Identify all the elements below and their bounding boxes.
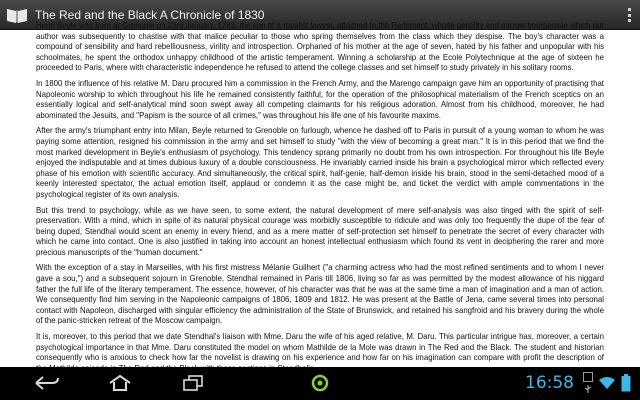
- book-page[interactable]: [0, 21, 640, 367]
- system-navigation-bar: [0, 367, 640, 400]
- paragraph: It is, moreover, to this period that we date Stendhal's liaison with Mme. Daru the wife of his aged relative, M. Daru. This particular intrigue has, moreover, a certain psychological importance in that Mme. Daru constituted the model on whom Mathilde de la Mole was drawn in The Red and the Black. The student and historian consequently who is anxious to check how far the novelist is drawing on his experience and how far on his imagination can compare with profit the description of: [36, 332, 604, 363]
- overflow-menu-icon[interactable]: [626, 8, 632, 22]
- reader-notification-icon[interactable]: [308, 372, 332, 394]
- status-clock: 16:58: [525, 373, 574, 393]
- book-icon: [6, 6, 28, 24]
- paragraph: Henri Beyle was born at Grenoble on 23rd January, 1783, the son of a royalist lawyer, attached to the Parlement, whose gentility and narrow bourgeoisie which our author was subsequently to chastise with that malice peculiar to those who spring themselves from the class which they despise. The boy's character was a compound of sensibility and hard rebelliousness, virility and introspection. Orphaned of his mother at the age of seven, hated by his father and unpopular with his schoolmates, he spent the orthodox unhappy childhood of the artistic temperament. Winning a scholarship at the Ecole Polytechnique at the age of sixteen he proceeded to Paris, where with characteristic independence he refused to attend the college classes and set himself to study privately in his solitary rooms.: [36, 21, 604, 73]
- back-icon[interactable]: [30, 372, 64, 394]
- paragraph: But this trend to psychology, while as we have seen, to some extent, the natural development of mere self-analysis was also tinged with the spirit of self-preservation. With a mind, which in spite of its natural physical courage was morbidly susceptible to ridicule and was only too frequently the dupe of the fear of being duped, Stendhal would scent an enemy in every friend, and as a mere matter of self-protection set himself to penetrate the secret of every character with which he came into contact. One is also justified in taking into account an honest intellectual enthusiasm which found its vent in deciphering the rarer and more precious manuscripts of the "human document.": [36, 205, 604, 257]
- home-icon[interactable]: [103, 372, 137, 394]
- paragraph: In 1800 the influence of his relative M. Daru procured him a commission in the French Army, and the Marengo campaign gave him an opportunity of practising that Napoleonic worship to which throughout his life he remained consistently faithful, for the operation of the philosophical materialism of the French sceptics on an essentially logical and self-analytical mind soon swept away all competing claimants for his religious adoration. Almost from his childhood, moreover, he had abominated the Jesuits, and "Papism is the source of all crimes," was throughout his life one of his favourite maxims.: [36, 78, 604, 120]
- screenshot-icon: [582, 371, 594, 383]
- window-title: The Red and the Black A Chronicle of 1830: [35, 7, 265, 22]
- paragraph: After the army's triumphant entry into Milan, Beyle returned to Grenoble on furlough, whence he dashed off to Paris in pursuit of a young woman to whom he was paying some attention, resigned his commission in the army and set himself to study "with the view of becoming a great man." It is in this period that we find the most marked development in Beyle's enthusiasm of psychology. This tendency sprang primarily no doubt from his own introspection. For throughout his life Beyle enjoyed the indisputable and at times dubious luxury of a double consciousness. He invariably carried inside his brain a psychological mirror which reflected every phase of his emotion with scientific accuracy. And simultaneously, the critical spirit, half-genie, half-demon inside his brain, stood in the semi-detached mood of a keenly interested spectator, the actual emotion itself, applaud or condemn it as the case might be, and ticket the verdict with ample commentations in the psychological register of its own analysis.: [36, 126, 604, 199]
- wifi-icon: [598, 372, 616, 394]
- usb-icon: [582, 383, 594, 395]
- battery-icon: [620, 372, 632, 394]
- book-text: [36, 21, 604, 379]
- paragraph: With the exception of a stay in Marseilles, with his first mistress Mélanie Guilhert ("a charming actress who had the most refined sentiments and to whom I never gave a sou,") and a subsequent sojourn in Grenoble, Stendhal remained in Paris till 1806, living so far as was permitted by the modest allowance of his niggard father the full life of the literary temperament. The essence, however, of his character was that he was at the same time a man of imagination and a man of action. We consequently find him serving in the Napoleonic campaigns of 1806, 1809 and 1812. He was present at the Battle of Jena, came several times into personal contact with Napoleon, discharged with singular efficiency the administration of the State of Brunswick, and retained his sangfroid and his bravery during the whole of the panic-stricken retreat of the Moscow campaign.: [36, 263, 604, 326]
- recent-apps-icon[interactable]: [176, 372, 210, 394]
